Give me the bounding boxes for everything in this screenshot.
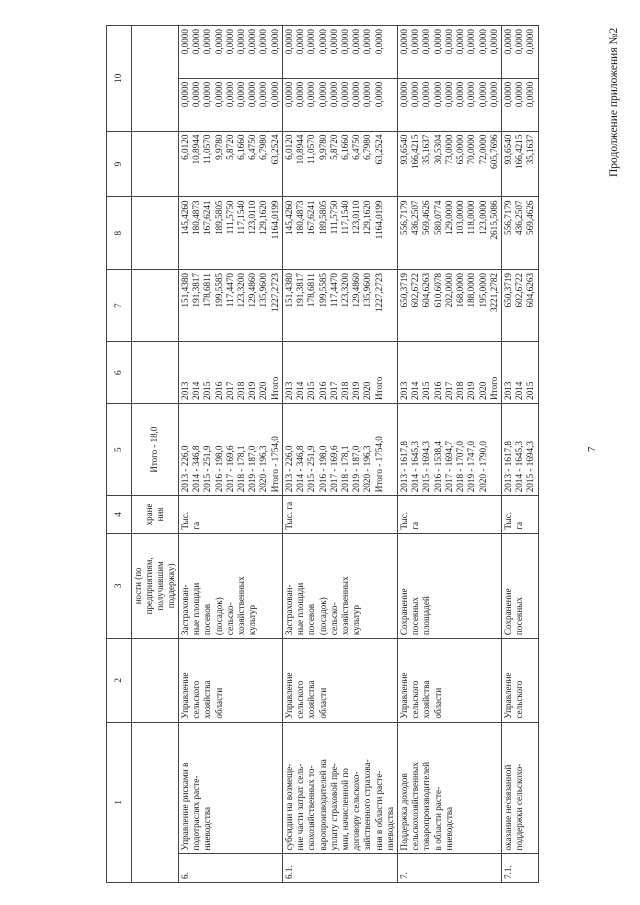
row-other-funding-b: 0,0000 0,0000 0,0000 0,0000 0,0000 0,0000 0,0000 0,0000 0,0000 bbox=[282, 26, 397, 79]
row-federal-funding: 145,4260 180,4873 167,6241 189,5805 111,5750 117,1540 123,0110 129,1620 1164,0199 bbox=[178, 197, 282, 270]
page-number: 7 bbox=[586, 446, 598, 452]
row-indicator: Застрахован- ные площади посевов (посадок) сельско- хозяйственных культур bbox=[282, 533, 397, 638]
column-header: 6 bbox=[107, 342, 132, 404]
header-col3: ности (по предприятиям, получившим поддержку) bbox=[132, 533, 179, 638]
row-regional-funding: 6,0120 10,8944 11,0570 9,9780 5,8720 6,1660 6,4750 6,7980 63,2524 bbox=[178, 131, 282, 197]
row-regional-funding: 6,0120 10,8944 11,0570 9,9780 5,8720 6,1660 6,4750 6,7980 63,2524 bbox=[282, 131, 397, 197]
row-target-values: 2013 - 226,0 2014 - 346,8 2015 - 251,9 2016 - 198,0 2017 - 169,6 2018 - 178,1 2019 - 187,0 2020 - 196,3 Итого - 1754,0 bbox=[178, 404, 282, 496]
column-header: 4 bbox=[107, 496, 132, 533]
row-other-funding-a: 0,0000 0,0000 0,0000 0,0000 0,0000 0,0000 0,0000 0,0000 0,0000 bbox=[178, 78, 282, 131]
row-unit: Тыс. га bbox=[502, 496, 539, 533]
table-row bbox=[398, 26, 502, 883]
row-unit: Тыс. га bbox=[398, 496, 502, 533]
header-col4: хране ния bbox=[132, 496, 179, 533]
row-executor: Управление сельского хозяйства области bbox=[398, 639, 502, 723]
row-regional-funding: 93,6540 166,4215 35,1637 bbox=[502, 131, 539, 197]
row-other-funding-b: 0,0000 0,0000 0,0000 0,0000 0,0000 0,0000 0,0000 0,0000 0,0000 bbox=[398, 26, 502, 79]
header-continuation-row bbox=[132, 26, 179, 883]
row-other-funding-a: 0,0000 0,0000 0,0000 bbox=[502, 78, 539, 131]
row-federal-funding: 145,4260 180,4873 167,6241 189,5805 111,5750 117,1540 123,0110 129,1620 1164,0199 bbox=[282, 197, 397, 270]
page-title: Продолжение приложения №2 bbox=[608, 27, 620, 177]
row-other-funding-b: 0,0000 0,0000 0,0000 bbox=[502, 26, 539, 79]
row-other-funding-b: 0,0000 0,0000 0,0000 0,0000 0,0000 0,0000 0,0000 0,0000 0,0000 bbox=[178, 26, 282, 79]
column-header: 1 bbox=[107, 722, 132, 882]
row-target-values: 2013 - 1617,8 2014 - 1645,3 2015 - 1694,3 bbox=[502, 404, 539, 496]
row-total-funding: 650,3719 602,6722 604,6263 bbox=[502, 269, 539, 342]
table-row bbox=[282, 26, 397, 883]
row-years: 2013 2014 2015 bbox=[502, 342, 539, 404]
column-header: 10 bbox=[107, 26, 132, 132]
row-number: 7.1. bbox=[502, 854, 539, 883]
row-total-funding: 151,4380 191,3817 178,6811 199,5585 117,4470 123,3200 129,4860 135,9600 1227,2723 bbox=[178, 269, 282, 342]
row-unit: Тыс. га bbox=[282, 496, 397, 533]
row-total-funding: 650,3719 602,6722 604,6263 610,6078 202,0000 168,0000 188,0000 195,0000 3221,2782 bbox=[398, 269, 502, 342]
header-col5: Итого - 18,0 bbox=[132, 404, 179, 496]
column-header: 5 bbox=[107, 404, 132, 496]
row-number: 6.1. bbox=[282, 854, 397, 883]
row-unit: Тыс. га bbox=[178, 496, 282, 533]
program-table bbox=[106, 25, 539, 883]
row-federal-funding: 556,7179 436,2507 569,4626 580,0774 129,0000 103,0000 118,0000 123,0000 2615,5086 bbox=[398, 197, 502, 270]
row-years: 2013 2014 2015 2016 2017 2018 2019 2020 Итого bbox=[282, 342, 397, 404]
row-regional-funding: 93,6540 166,4215 35,1637 30,5304 73,0000 65,0000 70,0000 72,0000 605,7696 bbox=[398, 131, 502, 197]
column-header: 2 bbox=[107, 639, 132, 723]
column-header: 3 bbox=[107, 533, 132, 638]
row-target-values: 2013 - 226,0 2014 - 346,8 2015 - 251,9 2016 - 198,0 2017 - 169,6 2018 - 178,1 2019 - 187,0 2020 - 196,3 Итого - 1754,0 bbox=[282, 404, 397, 496]
row-executor: Управление сельского хозяйства области bbox=[178, 639, 282, 723]
row-years: 2013 2014 2015 2016 2017 2018 2019 2020 Итого bbox=[398, 342, 502, 404]
row-other-funding-a: 0,0000 0,0000 0,0000 0,0000 0,0000 0,0000 0,0000 0,0000 0,0000 bbox=[282, 78, 397, 131]
row-indicator: Сохранение посевных площадей bbox=[398, 533, 502, 638]
table-row bbox=[502, 26, 539, 883]
column-number-row bbox=[107, 26, 132, 883]
row-indicator: Застрахован- ные площади посевов (посадок) сельско- хозяйственных культур bbox=[178, 533, 282, 638]
table-row bbox=[178, 26, 282, 883]
row-executor: Управление сельского bbox=[502, 639, 539, 723]
row-other-funding-a: 0,0000 0,0000 0,0000 0,0000 0,0000 0,0000 0,0000 0,0000 0,0000 bbox=[398, 78, 502, 131]
row-federal-funding: 556,7179 436,2507 569,4626 bbox=[502, 197, 539, 270]
row-target-values: 2013 - 1617,8 2014 - 1645,3 2015 - 1694,3 2016 - 1538,4 2017 - 1694,7 2018 - 1707,0 2019 - 1747,0 2020 - 1790,0 bbox=[398, 404, 502, 496]
row-executor: Управление сельского хозяйства области bbox=[282, 639, 397, 723]
column-header: 9 bbox=[107, 131, 132, 197]
row-name: субсидии на возмеще- ние части затрат сель- скохозяйственных то- варопроизводителей на уплату страховой пре- мии, начисленной по договору сельскохо- зяйственного страхова- ния в области расте- ниеводства bbox=[282, 722, 397, 854]
row-number: 7. bbox=[398, 854, 502, 883]
row-name: Управление рисками в подотраслях расте- ниеводства bbox=[178, 722, 282, 854]
row-name: оказание несвязанной поддержки сельскохо- bbox=[502, 722, 539, 854]
row-total-funding: 151,4380 191,3817 178,6811 199,5585 117,4470 123,3200 129,4860 135,9600 1227,2723 bbox=[282, 269, 397, 342]
column-header: 7 bbox=[107, 269, 132, 342]
row-indicator: Сохранение посевных bbox=[502, 533, 539, 638]
column-header: 8 bbox=[107, 197, 132, 270]
row-years: 2013 2014 2015 2016 2017 2018 2019 2020 Итого bbox=[178, 342, 282, 404]
row-number: 6. bbox=[178, 854, 282, 883]
row-name: Поддержка доходов сельскохозяйственных товаропроизводителей в области расте- ниеводства bbox=[398, 722, 502, 854]
